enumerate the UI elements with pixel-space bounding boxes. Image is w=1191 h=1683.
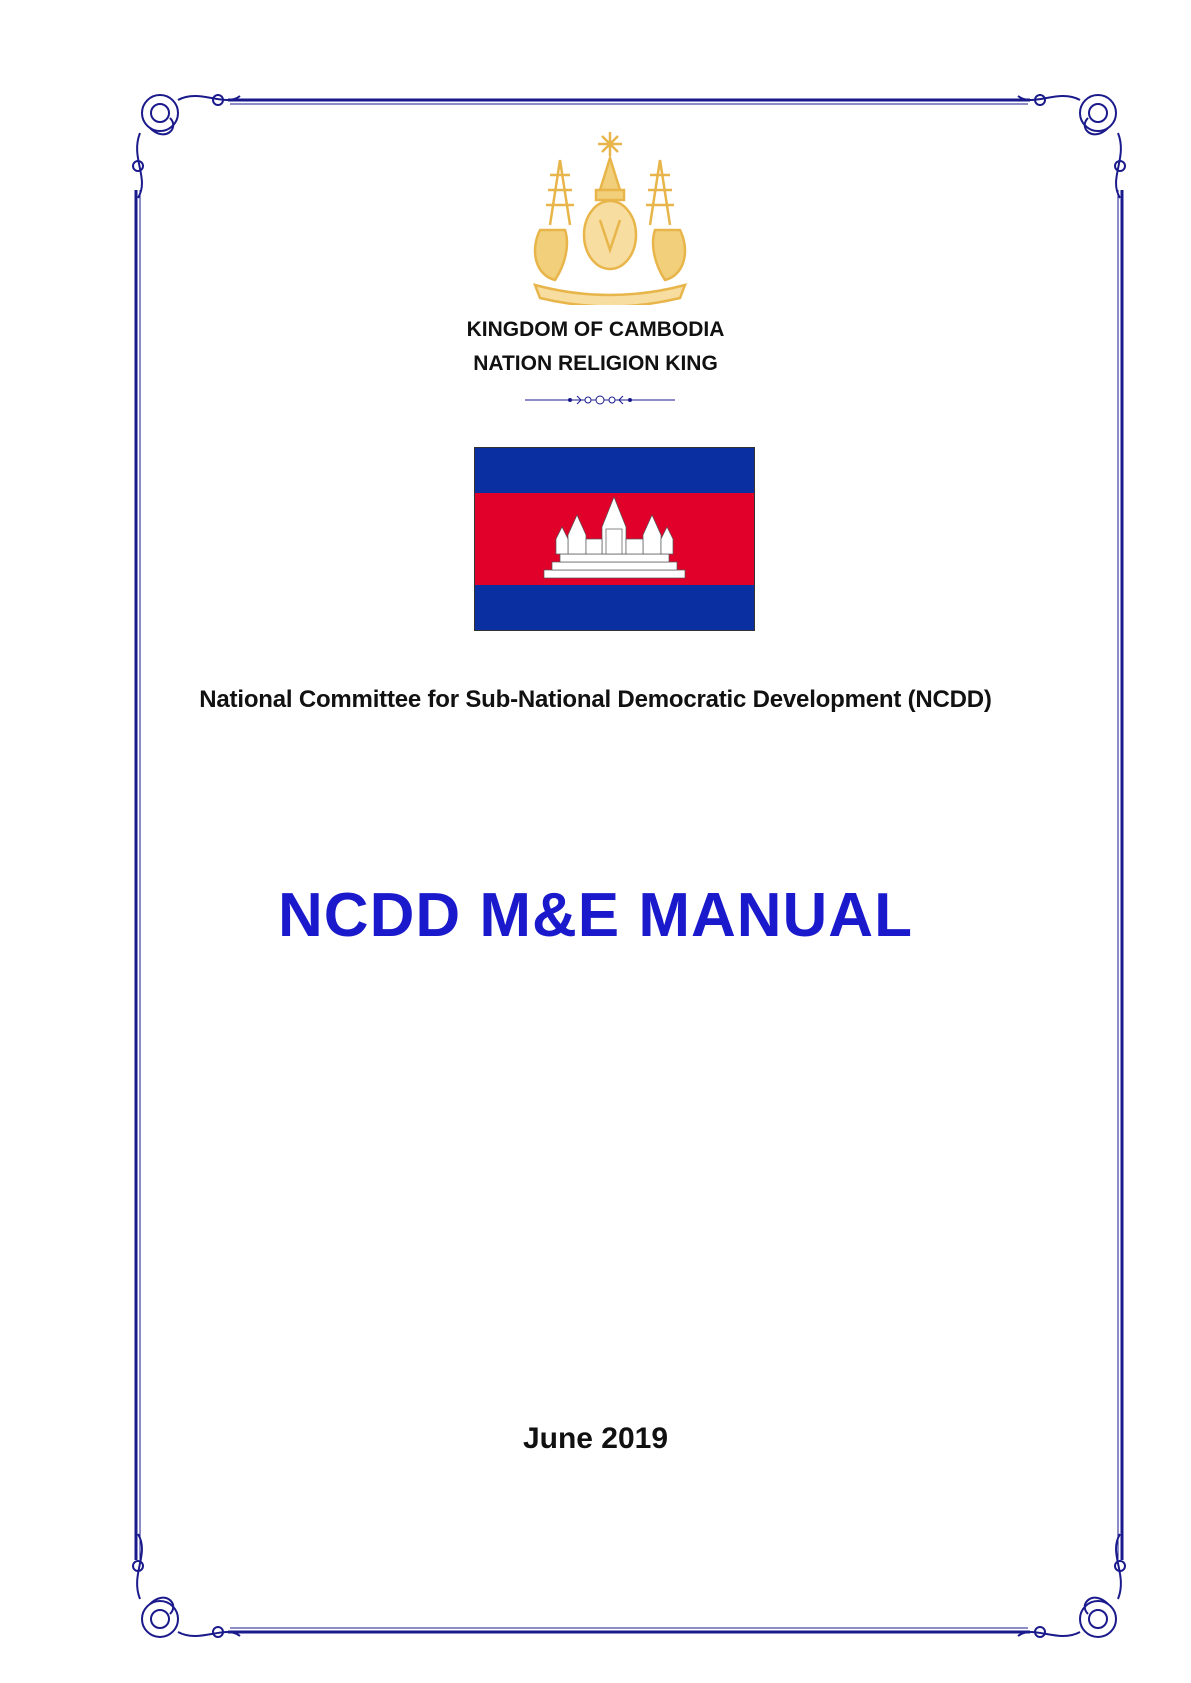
cambodia-flag-icon — [474, 447, 755, 631]
header-motto: NATION RELIGION KING — [473, 352, 718, 375]
header-kingdom: KINGDOM OF CAMBODIA — [466, 318, 725, 341]
organization-name: National Committee for Sub-National Democratic Development (NCDD) — [199, 686, 992, 713]
ornamental-divider-icon — [525, 393, 675, 407]
document-title: NCDD M&E MANUAL — [278, 881, 913, 950]
publication-date: June 2019 — [522, 1422, 669, 1455]
royal-arms-of-cambodia-icon — [520, 130, 700, 305]
